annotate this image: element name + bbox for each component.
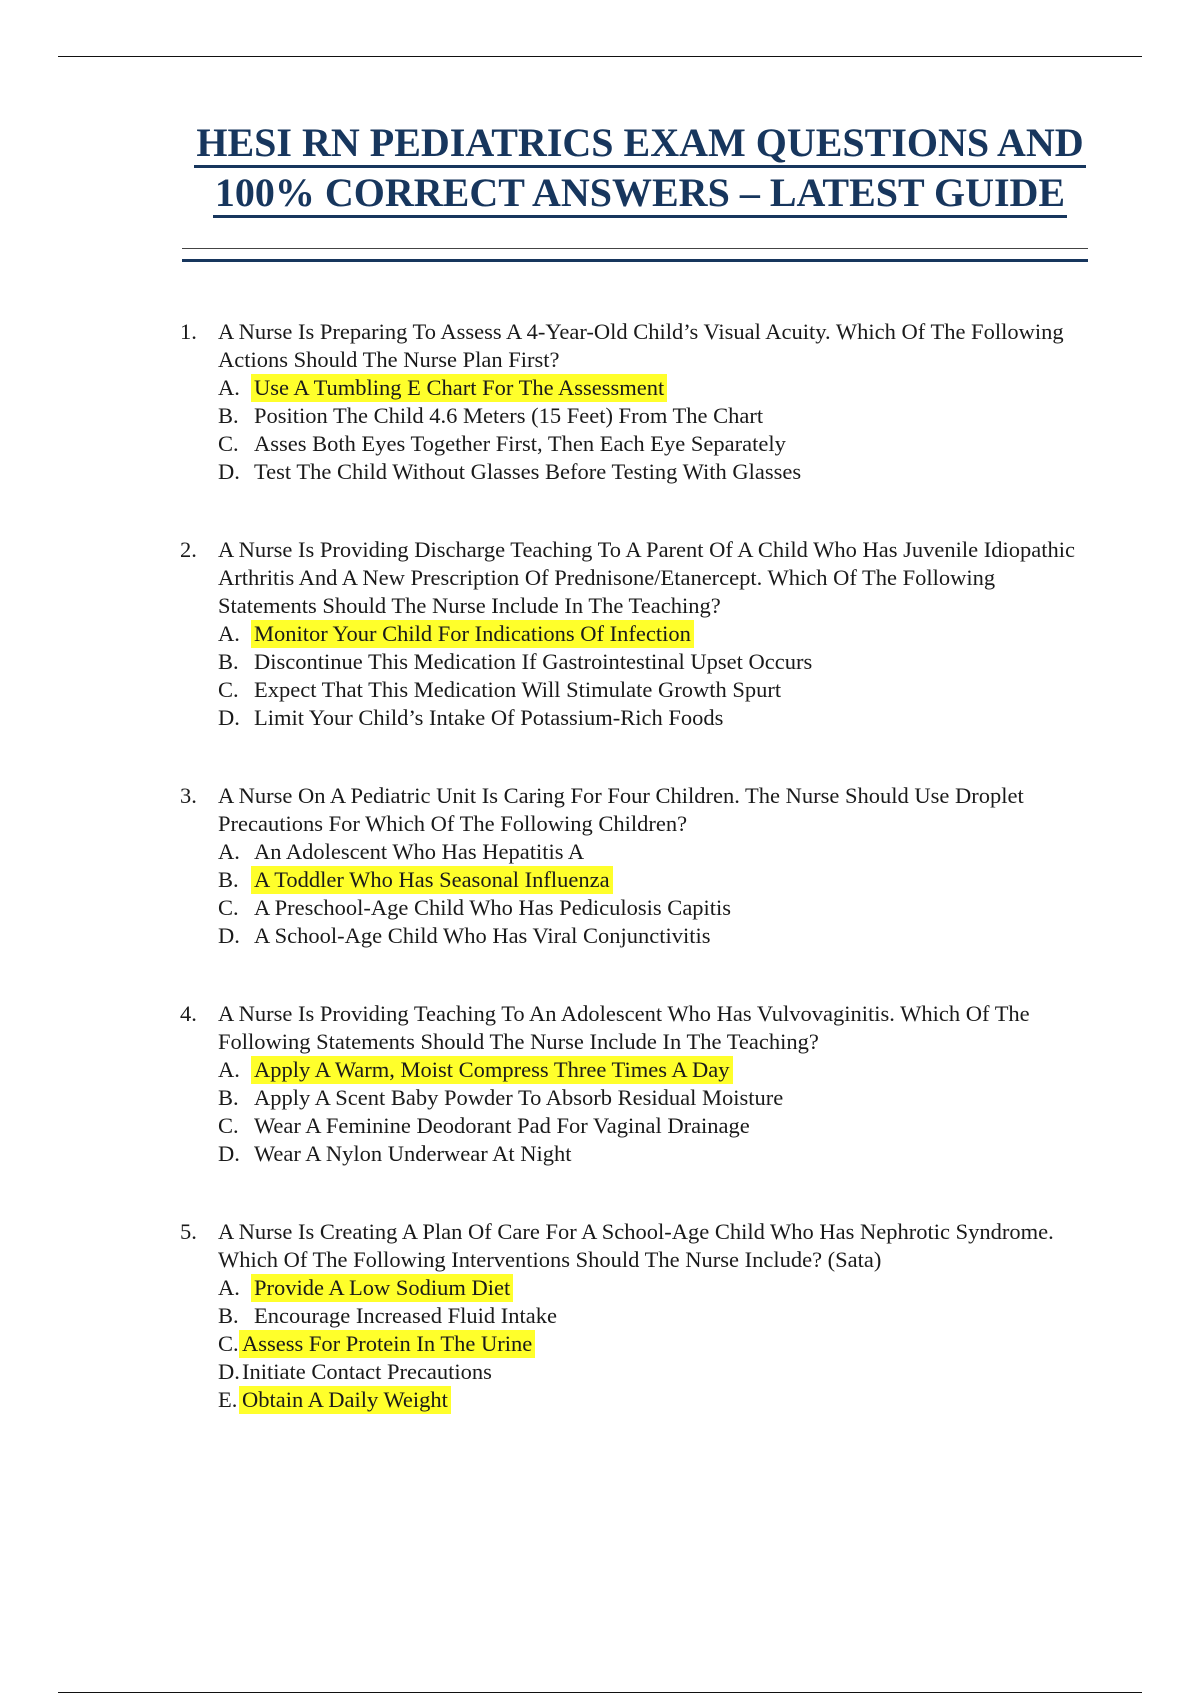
option-letter: C. <box>218 431 239 456</box>
option-letter: E. <box>218 1387 238 1412</box>
option-text: Asses Both Eyes Together First, Then Each Eye Separately <box>254 431 786 456</box>
question-text: A Nurse Is Providing Teaching To An Adolescent Who Has Vulvovaginitis. Which Of The Following Statements Should The Nurse Include In The Teaching? <box>218 1001 1030 1054</box>
answer-option <box>218 1112 1080 1140</box>
question-number: 2. <box>180 537 197 562</box>
option-letter: A. <box>218 1057 240 1082</box>
answer-option <box>218 1274 1080 1302</box>
answer-option <box>218 1302 1080 1330</box>
answer-option <box>218 1330 1080 1358</box>
option-text: Test The Child Without Glasses Before Testing With Glasses <box>254 459 802 484</box>
option-text: Limit Your Child’s Intake Of Potassium-Rich Foods <box>254 705 724 730</box>
answer-option <box>218 620 1080 648</box>
option-letter: B. <box>218 1085 239 1110</box>
option-text-highlighted: Provide A Low Sodium Diet <box>251 1274 513 1302</box>
answer-option <box>218 1056 1080 1084</box>
option-letter: C. <box>218 1113 239 1138</box>
option-letter: D. <box>218 459 240 484</box>
question-5 <box>180 1218 1080 1414</box>
option-letter: C. <box>218 677 239 702</box>
option-text-highlighted: Assess For Protein In The Urine <box>239 1330 535 1358</box>
option-text-highlighted: Obtain A Daily Weight <box>239 1386 451 1414</box>
question-2 <box>180 536 1080 732</box>
answer-option <box>218 1140 1080 1168</box>
answer-option <box>218 866 1080 894</box>
option-letter: B. <box>218 649 239 674</box>
question-3 <box>180 782 1080 950</box>
separator-thin-rule <box>182 248 1088 249</box>
answer-option <box>218 1084 1080 1112</box>
option-text: A Preschool-Age Child Who Has Pediculosis Capitis <box>254 895 732 920</box>
option-text: Expect That This Medication Will Stimulate Growth Spurt <box>254 677 782 702</box>
answer-option <box>218 648 1080 676</box>
option-letter: D. <box>218 1359 240 1384</box>
question-number: 5. <box>180 1219 197 1244</box>
document-title <box>160 118 1120 218</box>
option-text: Position The Child 4.6 Meters (15 Feet) From The Chart <box>254 403 764 428</box>
option-letter: B. <box>218 403 239 428</box>
answer-options <box>218 838 1080 950</box>
option-letter: D. <box>218 923 240 948</box>
option-letter: B. <box>218 867 239 892</box>
option-text-highlighted: Monitor Your Child For Indications Of Infection <box>251 620 694 648</box>
option-text: Wear A Feminine Deodorant Pad For Vaginal Drainage <box>254 1113 750 1138</box>
answer-option <box>218 922 1080 950</box>
answer-option <box>218 838 1080 866</box>
question-number: 3. <box>180 783 197 808</box>
option-letter: D. <box>218 1141 240 1166</box>
question-list <box>180 318 1080 1464</box>
question-text: A Nurse Is Creating A Plan Of Care For A School-Age Child Who Has Nephrotic Syndrome. Which Of The Following Interventions Should The Nurse Include? (Sata) <box>218 1219 1054 1272</box>
answer-option <box>218 894 1080 922</box>
option-text: Apply A Scent Baby Powder To Absorb Residual Moisture <box>254 1085 784 1110</box>
question-text: A Nurse Is Providing Discharge Teaching To A Parent Of A Child Who Has Juvenile Idiopathic Arthritis And A New Prescription Of Prednisone/Etanercept. Which Of The Following Statements Should The Nurse Include In The Teaching? <box>218 537 1075 618</box>
option-letter: C. <box>218 895 239 920</box>
answer-option <box>218 1358 1080 1386</box>
question-text: A Nurse On A Pediatric Unit Is Caring For Four Children. The Nurse Should Use Droplet Precautions For Which Of The Following Children? <box>218 783 1024 836</box>
answer-options <box>218 374 1080 486</box>
question-text: A Nurse Is Preparing To Assess A 4-Year-Old Child’s Visual Acuity. Which Of The Following Actions Should The Nurse Plan First? <box>218 319 1064 372</box>
answer-option <box>218 458 1080 486</box>
option-letter: A. <box>218 375 240 400</box>
page-bottom-rule <box>58 1692 1142 1693</box>
question-number: 1. <box>180 319 197 344</box>
option-text-highlighted: A Toddler Who Has Seasonal Influenza <box>251 866 613 894</box>
answer-option <box>218 704 1080 732</box>
answer-options <box>218 1274 1080 1414</box>
title-separator <box>182 248 1088 262</box>
separator-thick-rule <box>182 259 1088 262</box>
option-letter: D. <box>218 705 240 730</box>
page-top-rule <box>58 56 1142 57</box>
question-4 <box>180 1000 1080 1168</box>
option-text-highlighted: Use A Tumbling E Chart For The Assessment <box>251 374 667 402</box>
question-1 <box>180 318 1080 486</box>
answer-option <box>218 676 1080 704</box>
option-letter: B. <box>218 1303 239 1328</box>
option-text: Initiate Contact Precautions <box>242 1359 492 1384</box>
answer-option <box>218 1386 1080 1414</box>
answer-option <box>218 430 1080 458</box>
option-letter: A. <box>218 1275 240 1300</box>
option-text: A School-Age Child Who Has Viral Conjunctivitis <box>254 923 711 948</box>
option-letter: C. <box>218 1331 239 1356</box>
option-letter: A. <box>218 621 240 646</box>
title-line-2: 100% CORRECT ANSWERS – LATEST GUIDE <box>213 171 1067 218</box>
answer-option <box>218 402 1080 430</box>
option-text: Encourage Increased Fluid Intake <box>254 1303 557 1328</box>
option-letter: A. <box>218 839 240 864</box>
title-line-1: HESI RN PEDIATRICS EXAM QUESTIONS AND <box>194 121 1085 168</box>
answer-options <box>218 1056 1080 1168</box>
option-text-highlighted: Apply A Warm, Moist Compress Three Times A Day <box>251 1056 733 1084</box>
option-text: Wear A Nylon Underwear At Night <box>254 1141 572 1166</box>
answer-option <box>218 374 1080 402</box>
option-text: An Adolescent Who Has Hepatitis A <box>254 839 585 864</box>
answer-options <box>218 620 1080 732</box>
question-number: 4. <box>180 1001 197 1026</box>
option-text: Discontinue This Medication If Gastrointestinal Upset Occurs <box>254 649 813 674</box>
